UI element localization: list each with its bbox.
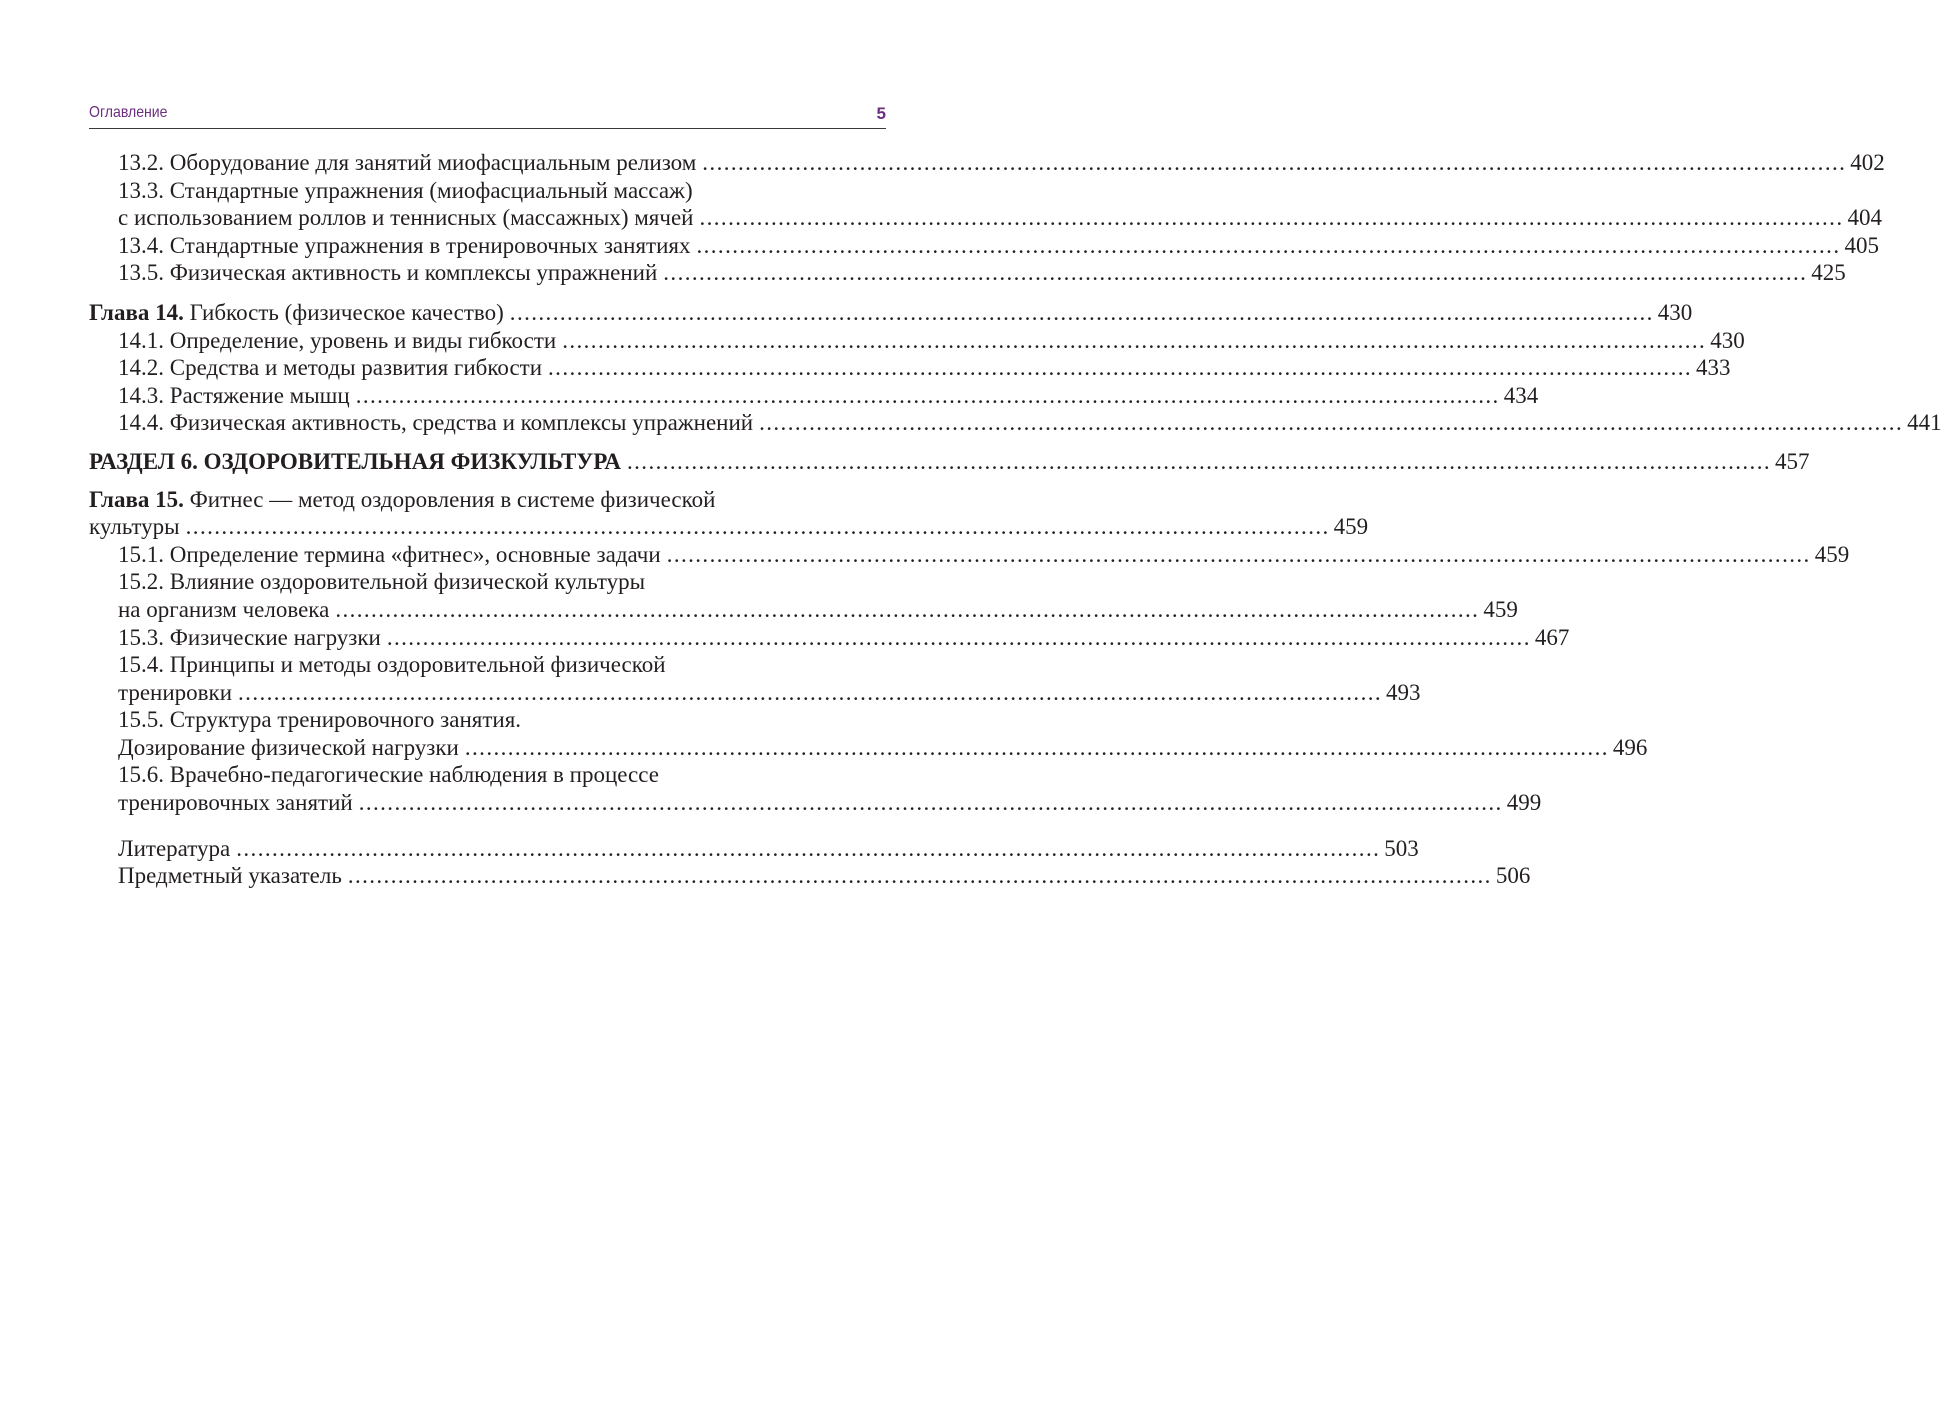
toc-entry-title-cont: Дозирование физической нагрузки (118, 734, 459, 760)
part-title: РАЗДЕЛ 6. ОЗДОРОВИТЕЛЬНАЯ ФИЗКУЛЬТУРА (89, 448, 621, 474)
toc-page-number: 493 (1386, 679, 1421, 705)
toc-entry-title-cont: тренировки (118, 679, 233, 705)
toc-entry-13-5[interactable] (89, 259, 1846, 287)
toc-chapter-heading (89, 486, 715, 514)
dot-leader: ................................................................................................................................................................ (627, 448, 1771, 474)
toc-entry-15-4[interactable] (89, 651, 886, 679)
toc-part-6[interactable] (89, 448, 1810, 476)
toc-page-number: 405 (1844, 232, 1879, 258)
toc-entry-title: 13.3. Стандартные упражнения (миофасциальный массаж) (118, 177, 693, 203)
toc-entry-14-1[interactable] (89, 327, 1745, 355)
toc-chapter-14[interactable] (89, 299, 1693, 327)
toc-entry-title: Предметный указатель (118, 863, 342, 889)
toc-entry-title-cont: тренировочных занятий (118, 790, 353, 816)
toc-entry-15-4-cont[interactable] (89, 679, 1421, 707)
page-number: 5 (876, 104, 886, 123)
toc-page-number: 430 (1710, 327, 1745, 353)
toc-entry-15-2-cont[interactable] (89, 596, 1518, 624)
toc-page-number: 496 (1612, 734, 1648, 760)
dot-leader: ................................................................................................................................................................ (759, 410, 1904, 436)
toc-entry-title: 13.2. Оборудование для занятий миофасциальным релизом (118, 150, 697, 175)
dot-leader: ................................................................................................................................................................ (666, 541, 1811, 567)
dot-leader: ................................................................................................................................................................ (238, 679, 1383, 705)
dot-leader: ................................................................................................................................................................ (464, 734, 1609, 760)
toc-entry-15-1[interactable] (89, 541, 1850, 569)
dot-leader: ................................................................................................................................................................ (185, 514, 1330, 540)
toc-entry-14-4[interactable] (89, 409, 1942, 437)
dot-leader: ................................................................................................................................................................ (663, 260, 1808, 286)
dot-leader: ................................................................................................................................................................ (702, 150, 1847, 175)
table-of-contents (89, 149, 1942, 890)
toc-page-number: 441 (1907, 410, 1942, 436)
chapter-title: Гибкость (физическое качество) (189, 299, 504, 325)
toc-entry-15-5-cont[interactable] (89, 734, 1648, 762)
toc-entry-title: 15.2. Влияние оздоровительной физической культуры (118, 569, 646, 595)
toc-entry-literature[interactable] (89, 835, 1419, 863)
toc-entry-15-3[interactable] (89, 624, 1570, 652)
toc-entry-title: 14.3. Растяжение мышц (118, 382, 350, 408)
dot-leader: ................................................................................................................................................................ (562, 327, 1707, 353)
toc-entry-15-6-cont[interactable] (89, 789, 1542, 817)
toc-entry-13-3[interactable] (89, 177, 886, 205)
dot-leader: ................................................................................................................................................................ (355, 382, 1500, 408)
toc-entry-14-2[interactable] (89, 354, 1731, 382)
dot-leader: ................................................................................................................................................................ (548, 355, 1693, 381)
toc-entry-13-4[interactable] (89, 232, 1879, 260)
toc-entry-subject-index[interactable] (89, 862, 1531, 890)
toc-page-number: 459 (1814, 541, 1850, 567)
toc-page-number: 503 (1384, 835, 1419, 861)
toc-entry-title: 15.4. Принципы и методы оздоровительной физической (118, 652, 666, 678)
toc-page-number: 459 (1483, 596, 1518, 622)
running-header (89, 104, 886, 129)
dot-leader: ................................................................................................................................................................ (386, 624, 1531, 650)
toc-entry-15-2[interactable] (89, 568, 886, 596)
toc-page-number: 457 (1775, 448, 1810, 474)
chapter-label: Глава 15. (89, 486, 184, 512)
toc-entry-15-6[interactable] (89, 761, 886, 789)
toc-entry-title-cont: с использованием роллов и теннисных (массажных) мячей (118, 205, 694, 231)
toc-entry-14-3[interactable] (89, 382, 1539, 410)
toc-entry-title: 13.4. Стандартные упражнения в тренировочных занятиях (118, 232, 691, 258)
toc-chapter-15[interactable] (89, 486, 886, 514)
toc-entry-title-cont: на организм человека (118, 596, 330, 622)
toc-page-number: 404 (1847, 205, 1882, 231)
toc-entry-15-5[interactable] (89, 706, 886, 734)
toc-page-number: 467 (1534, 624, 1570, 650)
dot-leader: ................................................................................................................................................................ (696, 232, 1841, 258)
toc-entry-title: 14.1. Определение, уровень и виды гибкости (118, 327, 557, 353)
toc-entry-title: 15.3. Физические нагрузки (118, 624, 381, 650)
toc-chapter-15-cont[interactable] (89, 513, 1369, 541)
dot-leader: ................................................................................................................................................................ (236, 835, 1381, 861)
toc-part-heading (89, 448, 621, 476)
toc-page-number: 433 (1696, 355, 1731, 381)
toc-page-number: 434 (1503, 382, 1539, 408)
chapter-title: Фитнес — метод оздоровления в системе физической (189, 486, 716, 512)
toc-page-number: 506 (1495, 863, 1531, 889)
toc-page-number: 425 (1811, 260, 1846, 286)
dot-leader: ................................................................................................................................................................ (509, 299, 1654, 325)
toc-page-number: 402 (1850, 150, 1885, 175)
dot-leader: ................................................................................................................................................................ (335, 596, 1480, 622)
chapter-label: Глава 14. (89, 299, 184, 325)
toc-entry-title: 15.6. Врачебно-педагогические наблюдения в процессе (118, 762, 659, 788)
toc-entry-title: 14.4. Физическая активность, средства и комплексы упражнений (118, 410, 754, 436)
toc-entry-13-3-cont[interactable] (89, 204, 1882, 232)
chapter-title-cont: культуры (89, 514, 180, 540)
toc-entry-title: 14.2. Средства и методы развития гибкости (118, 355, 543, 381)
toc-entry-title: 15.5. Структура тренировочного занятия. (118, 707, 522, 733)
toc-entry-title: 15.1. Определение термина «фитнес», основные задачи (118, 541, 661, 567)
toc-chapter-heading (89, 299, 504, 327)
dot-leader: ................................................................................................................................................................ (358, 790, 1503, 816)
dot-leader: ................................................................................................................................................................ (347, 863, 1492, 889)
running-header-title: Оглавление (89, 104, 168, 121)
toc-entry-title: 13.5. Физическая активность и комплексы упражнений (118, 260, 658, 286)
dot-leader: ................................................................................................................................................................ (699, 205, 1844, 231)
toc-page-number: 430 (1657, 299, 1693, 325)
toc-entry-13-2[interactable] (89, 149, 1885, 177)
toc-page-number: 459 (1333, 514, 1369, 540)
toc-entry-title: Литература (118, 835, 231, 861)
toc-page-number: 499 (1506, 790, 1542, 816)
